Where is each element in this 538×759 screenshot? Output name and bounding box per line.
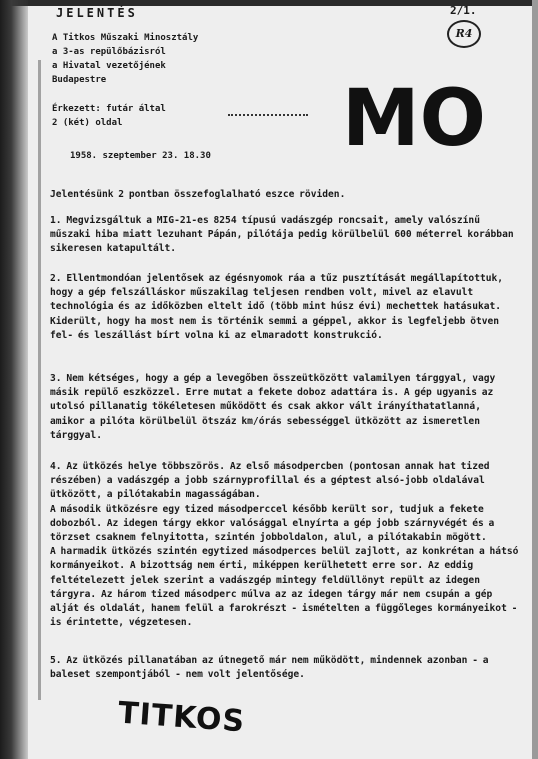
paragraph-2: 2. Ellentmondóan jelentősek az égésnyomok ráa a tűz pusztítását megállapítottuk, hogy a gép felszálláskor műszakilag teljesen rendben volt, mivel az elavult technológia és az időközben eltelt idő (több mint húsz évi) mechettek hatásukat. Kiderült, hogy ha most nem is történik semmi a géppel, akkor is legfeljebb ötven fel- és leszállást bírt volna ki az elmaradott konstrukció. [50,273,508,341]
page-number: 2/1. [450,4,477,17]
dotted-line [228,114,308,116]
intro-line: Jelentésünk 2 pontban összefoglalható eszce röviden. [50,189,346,200]
delivery-line: Érkezett: futár által [52,104,166,114]
address-line: A Titkos Műszaki Minosztály [52,33,199,43]
scan-artifact-line [38,60,41,700]
scan-edge-left [0,0,28,759]
document-heading: JELENTÉS [56,6,138,20]
paragraph-4: 4. Az ütközés helye többszörös. Az első másodpercben (pontosan annak hat tized részében) a vadászgép a jobb szárnyprofillal és a géptest alsó-jobb oldalával ütközött, a pilótakabin magasságában. A második ütközésre egy tized másodperccel később került sor, tudjuk a fekete dobozból. Az idegen tárgy ekkor valósággal elnyírta a gép jobb szárnyvégét és a törzset csaknem felnyitotta, szintén jobboldalon, alul, a pilótakabin mögött. A harmadik ütközés szintén egytized másodperces belül zajlott, az konkrétan a hátsó kormányeikot. A bizottság nem érti, miképpen kerülhetett erre sor. Az eddig feltételezett jelek szerint a vadászgép mintegy feldüllönyt repült az idegen tárgyra. Az három tized másodperc múlva az az idegen tárgy már nem csupán a gép alját és oldalát, hanem felül a farokrészt - ismételten a függőleges kormányeikot - is érintette, végzetesen. [50,461,519,629]
titkos-stamp: TITKOS [116,695,247,740]
paragraph-5: 5. Az ütközés pillanatában az útnegető már nem működött, mindennek azonban - a baleset szempontjából - nem volt jelentősége. [50,655,494,681]
paragraph-3: 3. Nem kétséges, hogy a gép a levegőben összeütközött valamilyen tárggyal, vagy másik repülő eszközzel. Erre mutat a fekete doboz adattára is. A gép ugyanis az utolsó pillanatig tökéletesen működött és csak akkor vált irányíthatatlanná, amikor a pilóta körülbelül ötszáz km/órás sebességgel ütközött az ismeretlen tárggyal. [50,373,501,441]
paragraph-1: 1. Megvizsgáltuk a MIG-21-es 8254 típusú vadászgép roncsait, amely valószínű műszaki hiba miatt lezuhant Pápán, pilótája pedig körülbelül 600 méterrel korábban sikeresen katapultált. [50,215,519,255]
mo-stamp [330,82,538,162]
date-line: 1958. szeptember 23. 18.30 [70,151,211,161]
mo-stamp-text: MO [342,82,486,162]
address-line: a Hivatal vezetőjének [52,61,166,71]
delivery-line: 2 (két) oldal [52,118,123,128]
circled-mark: R4 [447,20,481,48]
address-line: a 3-as repülőbázisról [52,47,166,57]
address-line: Budapestre [52,75,107,85]
